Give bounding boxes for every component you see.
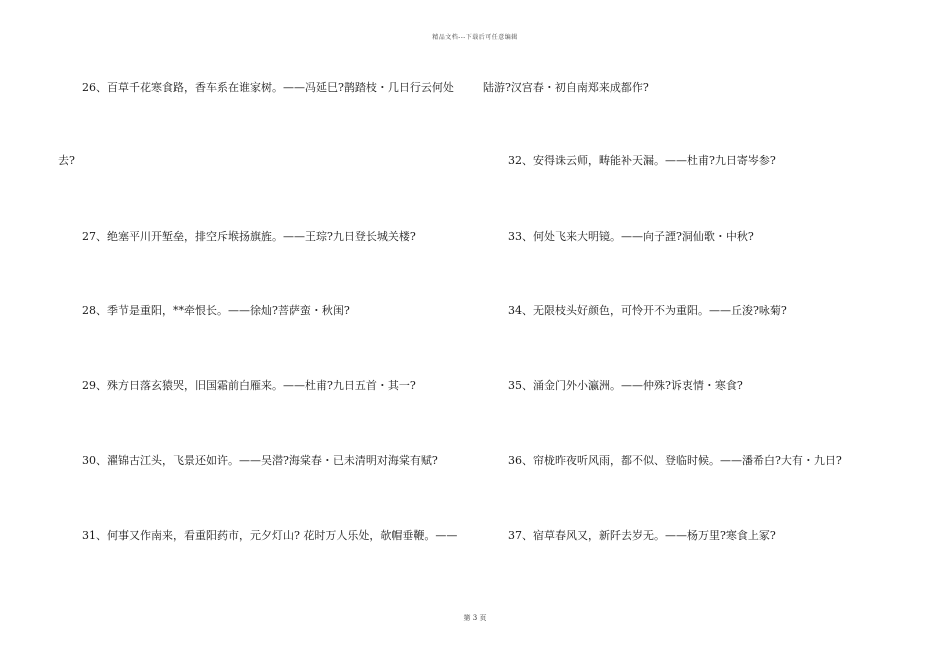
- page-header: 精品文档---下载后可任意编辑: [432, 34, 518, 41]
- entry-31-line-1: 31、何事又作南来，看重阳药市，元夕灯山? 花时万人乐处，欹帽垂鞭。——: [82, 529, 458, 542]
- entry-26-line-2: 去?: [58, 154, 75, 167]
- entry-32: 32、安得诛云师，畴能补天漏。——杜甫?九日寄岑参?: [508, 154, 776, 167]
- entry-29: 29、殊方日落玄猿哭，旧国霜前白雁来。——杜甫?九日五首・其一?: [82, 379, 416, 392]
- entry-30: 30、濯锦古江头，飞景还如许。——吴潜?海棠春・已未清明对海棠有赋?: [82, 454, 438, 467]
- entry-28: 28、季节是重阳，**牵恨长。——徐灿?菩萨蛮・秋闺?: [82, 304, 350, 317]
- entry-36: 36、帘栊昨夜听风雨，都不似、登临时候。——潘希白?大有・九日?: [508, 454, 842, 467]
- entry-26-line-1: 26、百草千花寒食路，香车系在谁家树。——冯延巳?鹊踏枝・几日行云何处: [82, 81, 454, 94]
- entry-27: 27、绝塞平川开堑垒，排空斥堠扬旗旌。——王琮?九日登长城关楼?: [82, 230, 416, 243]
- entry-37: 37、宿草春风又，新阡去岁无。——杨万里?寒食上冢?: [508, 529, 776, 542]
- entry-34: 34、无限枝头好颜色，可怜开不为重阳。——丘浚?咏菊?: [508, 304, 787, 317]
- entry-35: 35、涌金门外小瀛洲。——仲殊?诉衷情・寒食?: [508, 379, 743, 392]
- entry-31-line-2: 陆游?汉宫春・初自南郑来成都作?: [483, 81, 649, 94]
- page-number: 第 3 页: [463, 614, 487, 622]
- entry-33: 33、何处飞来大明镜。——向子諲?洞仙歌・中秋?: [508, 230, 754, 243]
